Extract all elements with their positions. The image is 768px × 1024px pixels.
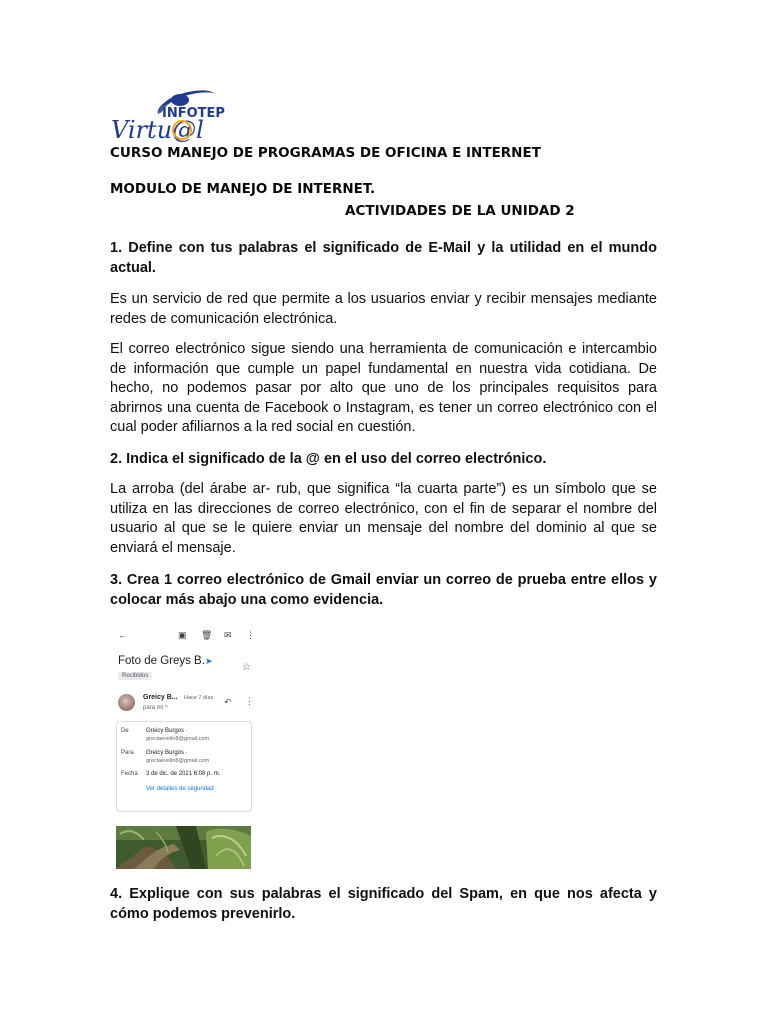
from-email: greciaevelin8@gmail.com xyxy=(146,736,210,742)
recipient-toggle[interactable]: para mí ^ xyxy=(143,705,168,711)
question-2: 2. Indica el significado de la @ en el uso del correo electrónico. xyxy=(110,451,547,467)
from-key: De xyxy=(121,728,129,734)
gmail-toolbar xyxy=(108,630,258,644)
mail-icon[interactable]: ✉ xyxy=(224,630,232,640)
sender-avatar[interactable] xyxy=(118,694,135,711)
logo-brand-text: INFOTEP xyxy=(162,106,225,121)
email-details-card xyxy=(116,721,252,812)
course-title: CURSO MANEJO DE PROGRAMAS DE OFICINA E INTERNET xyxy=(110,145,541,161)
question-3: 3. Crea 1 correo electrónico de Gmail enviar un correo de prueba entre ellos y colocar más abajo una como evidencia. xyxy=(110,572,657,608)
attached-photo xyxy=(116,826,251,869)
security-details-link[interactable]: Ver detalles de seguridad xyxy=(146,786,214,792)
message-more-icon[interactable]: ⋮ xyxy=(245,696,254,706)
archive-icon[interactable]: ▣ xyxy=(178,630,187,640)
from-name: Greicy Burgos · xyxy=(146,728,188,734)
email-subject: Foto de Greys B. xyxy=(118,655,205,667)
activities-title: ACTIVIDADES DE LA UNIDAD 2 xyxy=(345,203,575,219)
inbox-label[interactable]: Recibidos xyxy=(118,672,152,680)
star-icon[interactable]: ☆ xyxy=(242,662,251,673)
question-1: 1. Define con tus palabras el significado de E-Mail y la utilidad en el mundo actual. xyxy=(110,240,657,276)
to-email: greciaevelin8@gmail.com xyxy=(146,758,210,764)
question-4: 4. Explique con sus palabras el significado del Spam, en que nos afecta y cómo podemos prevenirlo. xyxy=(110,886,657,922)
module-title: MODULO DE MANEJO DE INTERNET. xyxy=(110,181,376,197)
answer-1-paragraph-1: Es un servicio de red que permite a los usuarios enviar y recibir mensajes mediante redes de comunicación electrónica. xyxy=(110,291,657,327)
answer-1-paragraph-2: El correo electrónico sigue siendo una herramienta de comunicación e intercambio de información que cumple un papel fundamental en nuestra vida cotidiana. De hecho, no podemos pasar por alto que uno de los principales requisitos para abrirnos una cuenta de Facebook o Instagram, es tener un correo electrónico con el cual poder afiliarnos a la red social en cuestión. xyxy=(110,341,657,435)
more-icon[interactable]: ⋮ xyxy=(246,630,255,640)
sender-name: Greicy B... xyxy=(143,694,178,701)
answer-2: La arroba (del árabe ar- rub, que significa “la cuarta parte”) es un símbolo que se utiliza en las direcciones de correo electrónico, con el fin de separar el nombre del usuario al que se le quiere enviar un mensaje del nombre del dominio al que se enviará el mensaje. xyxy=(110,481,657,556)
gmail-screenshot xyxy=(108,622,258,822)
reply-icon[interactable]: ↶ xyxy=(224,697,232,707)
to-name: Greicy Burgos · xyxy=(146,750,188,756)
date-value: 3 de dic. de 2021 6:08 p. m. xyxy=(146,771,221,777)
photo-graphic xyxy=(116,826,251,869)
logo-script-text: Virtu@l xyxy=(111,116,204,144)
date-key: Fecha xyxy=(121,771,138,777)
to-key: Para xyxy=(121,750,134,756)
trash-icon[interactable]: 🗑 xyxy=(201,630,213,640)
back-arrow-icon[interactable]: ← xyxy=(118,630,127,640)
email-time: Hace 7 días xyxy=(184,695,214,701)
important-marker-icon: ➤ xyxy=(205,656,213,666)
infotep-logo xyxy=(110,84,230,144)
infotep-logo-graphic xyxy=(110,84,230,144)
